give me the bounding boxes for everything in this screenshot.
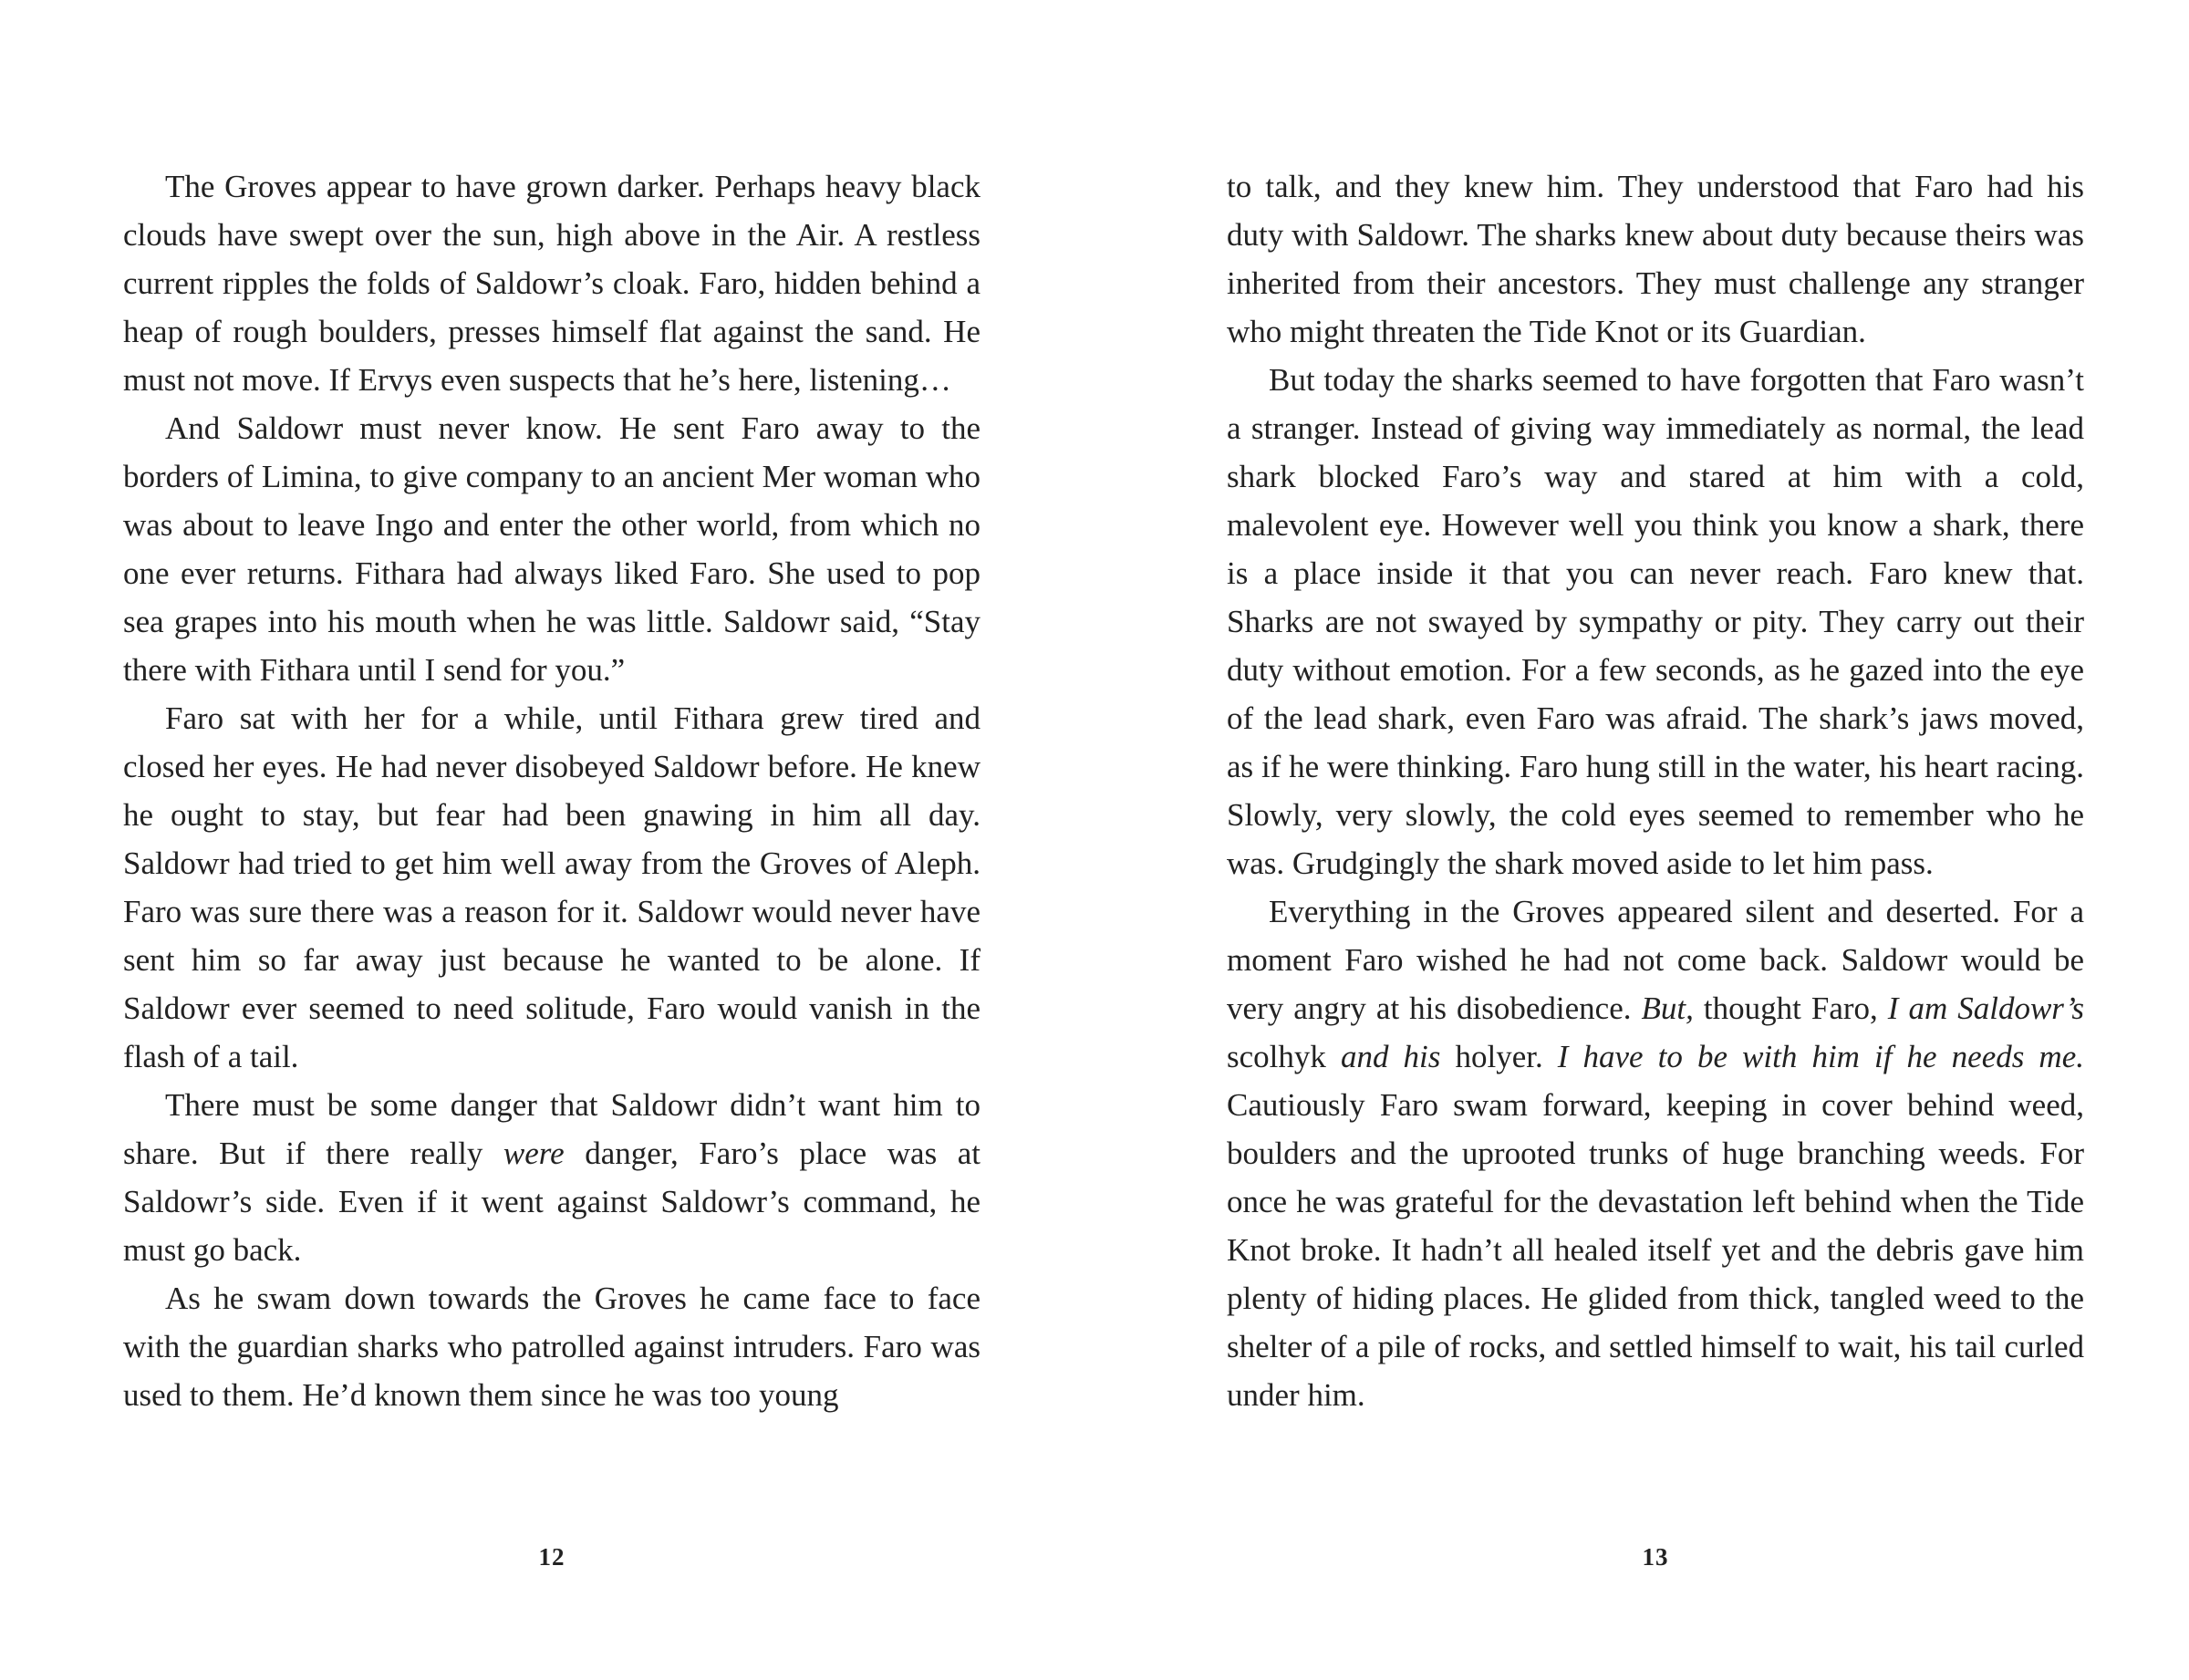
text-segment: scolhyk bbox=[1227, 1039, 1341, 1074]
paragraph bbox=[123, 404, 980, 694]
paragraph bbox=[1227, 887, 2084, 1419]
text-segment: As he swam down towards the Groves he came face to face with the guardian sharks who patrolled against intruders. Faro was used to them. He’d known them since he was too young bbox=[123, 1281, 980, 1413]
paragraph bbox=[1227, 162, 2084, 356]
italic-text: I have to be with him if he needs me. bbox=[1557, 1039, 2084, 1074]
text-segment: Faro sat with her for a while, until Fithara grew tired and closed her eyes. He had never disobeyed Saldowr before. He knew he ought to stay, but fear had been gnawing in him all day. Saldowr had tried to get him well away from the Groves of Aleph. Faro was sure there was a reason for it. Saldowr would never have sent him so far away just because he wanted to be alone. If Saldowr ever seemed to need solitude, Faro would vanish in the flash of a tail. bbox=[123, 700, 980, 1074]
text-segment: There must be some danger that Saldowr didn’t want him to share. But if there really bbox=[123, 1087, 980, 1171]
right-page-text bbox=[1227, 162, 2084, 1485]
right-page bbox=[1227, 162, 2084, 1485]
paragraph bbox=[123, 162, 980, 404]
left-page-text bbox=[123, 162, 980, 1485]
italic-text: and his bbox=[1340, 1039, 1441, 1074]
italic-text: I am Saldowr’s bbox=[1887, 990, 2084, 1026]
text-segment: And Saldowr must never know. He sent Faro away to the borders of Limina, to give company to an ancient Mer woman who was about to leave Ingo and enter the other world, from which no one ever returns. Fithara had always liked Faro. She used to pop sea grapes into his mouth when he was little. Saldowr said, “Stay there with Fithara until I send for you.” bbox=[123, 410, 980, 688]
left-page bbox=[123, 162, 980, 1485]
text-segment: The Groves appear to have grown darker. Perhaps heavy black clouds have swept over the sun, high above in the Air. A restless current ripples the folds of Saldowr’s cloak. Faro, hidden behind a heap of rough boulders, presses himself flat against the sand. He must not move. If Ervys even suspects that he’s here, listening… bbox=[123, 169, 980, 398]
text-segment: But today the sharks seemed to have forgotten that Faro wasn’t a stranger. Instead of giving way immediately as normal, the lead shark blocked Faro’s way and stared at him with a cold, malevolent eye. However well you think you know a shark, there is a place inside it that you can never reach. Faro knew that. Sharks are not swayed by sympathy or pity. They carry out their duty without emotion. For a few seconds, as he gazed into the eye of the lead shark, even Faro was afraid. The shark’s jaws moved, as if he were thinking. Faro hung still in the water, his heart racing. Slowly, very slowly, the cold eyes seemed to remember who he was. Grudgingly the shark moved aside to let him pass. bbox=[1227, 362, 2084, 881]
text-segment: danger, Faro’s place was at Saldowr’s side. Even if it went against Saldowr’s command, he must go back. bbox=[123, 1136, 981, 1268]
italic-text: But, bbox=[1641, 990, 1694, 1026]
text-segment: Cautiously Faro swam forward, keeping in cover behind weed, boulders and the uprooted trunks of huge branching weeds. For once he was grateful for the devastation left behind when the Tide Knot broke. It hadn’t all healed itself yet and the debris gave him plenty of hiding places. He glided from thick, tangled weed to the shelter of a pile of rocks, and settled himself to wait, his tail curled under him. bbox=[1227, 1087, 2084, 1413]
paragraph bbox=[1227, 356, 2084, 887]
text-segment: Everything in the Groves appeared silent and deserted. For a moment Faro wished he had not come back. Saldowr would be very angry at his disobedience. bbox=[1227, 894, 2084, 1026]
paragraph bbox=[123, 694, 980, 1081]
paragraph bbox=[123, 1081, 980, 1274]
text-segment: holyer. bbox=[1440, 1039, 1558, 1074]
paragraph bbox=[123, 1274, 980, 1419]
italic-text: were bbox=[503, 1136, 565, 1171]
page-number-right: 13 bbox=[1642, 1543, 1669, 1571]
text-segment: to talk, and they knew him. They understood that Faro had his duty with Saldowr. The sharks knew about duty because theirs was inherited from their ancestors. They must challenge any stranger who might threaten the Tide Knot or its Guardian. bbox=[1227, 169, 2084, 349]
text-segment: thought Faro, bbox=[1693, 990, 1888, 1026]
page-number-left: 12 bbox=[538, 1543, 565, 1571]
